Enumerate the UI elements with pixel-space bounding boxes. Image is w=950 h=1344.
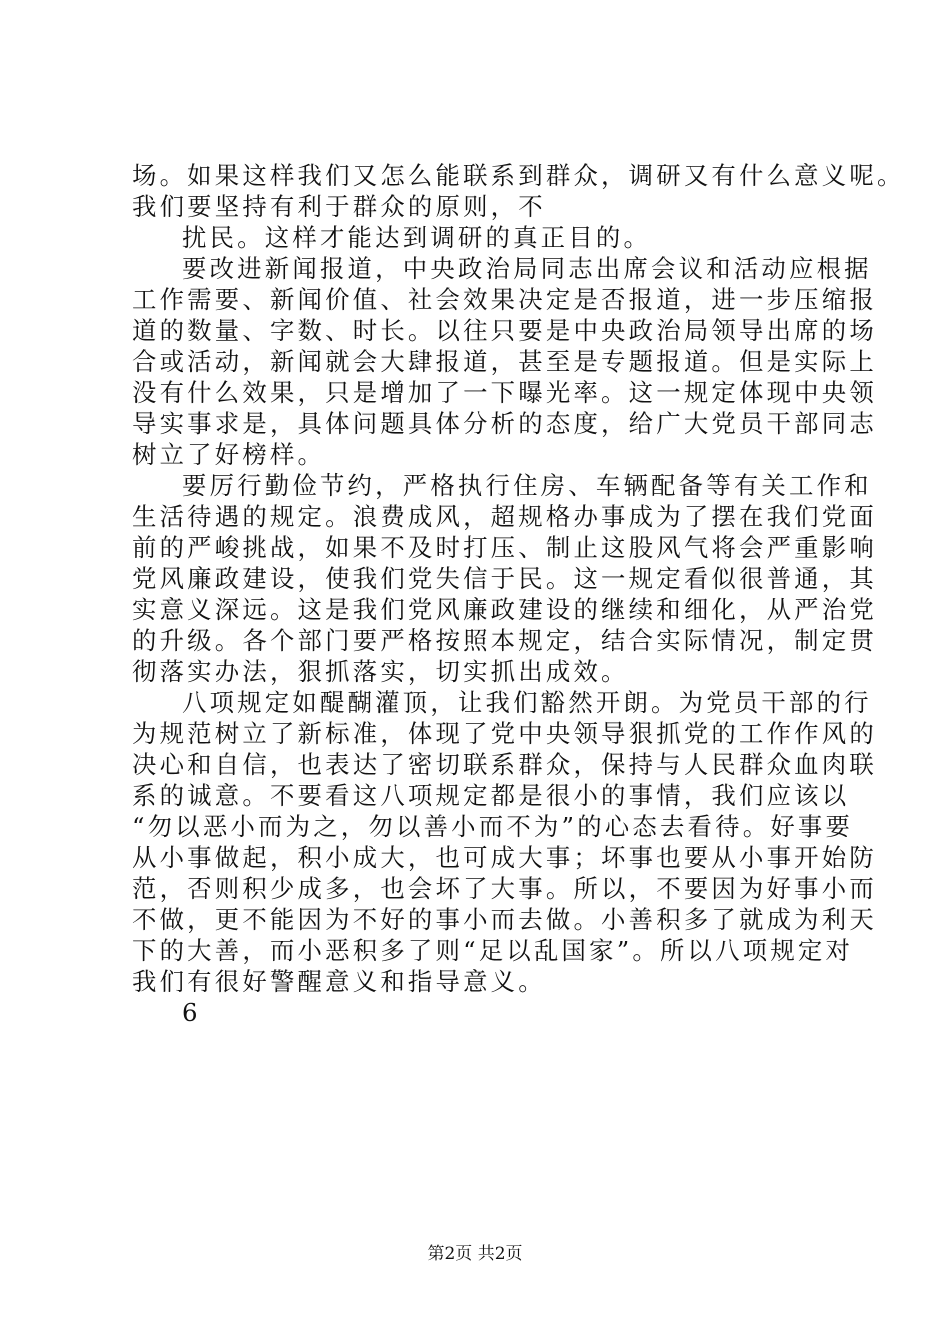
text-line: 不做，更不能因为不好的事小而去做。小善积多了就成为利天 (132, 905, 877, 934)
page-footer: 第2页 共2页 (427, 1244, 523, 1264)
text-line: 导实事求是，具体问题具体分析的态度，给广大党员干部同志 (132, 409, 877, 438)
text-line: 生活待遇的规定。浪费成风，超规格办事成为了摆在我们党面 (132, 502, 877, 531)
text-line: 我们有很好警醒意义和指导意义。 (132, 967, 546, 996)
paragraph-start: 要改进新闻报道，中央政治局同志出席会议和活动应根据 (182, 254, 872, 283)
text-line: 决心和自信，也表达了密切联系群众，保持与人民群众血肉联 (132, 750, 877, 779)
text-line: 没有什么效果，只是增加了一下曝光率。这一规定体现中央领 (132, 378, 877, 407)
trailing-number: 6 (182, 998, 201, 1027)
text-line: 彻落实办法，狠抓落实，切实抓出成效。 (132, 657, 629, 686)
text-line: 场。如果这样我们又怎么能联系到群众，调研又有什么意义呢。 (132, 161, 905, 190)
text-line: 范，否则积少成多，也会坏了大事。所以，不要因为好事小而 (132, 874, 877, 903)
text-line: “勿以恶小而为之，勿以善小而不为”的心态去看待。好事要 (132, 812, 854, 841)
text-line: 实意义深远。这是我们党风廉政建设的继续和细化，从严治党 (132, 595, 877, 624)
paragraph-start: 八项规定如醍醐灌顶，让我们豁然开朗。为党员干部的行 (182, 688, 872, 717)
paragraph-start: 要厉行勤俭节约，严格执行住房、车辆配备等有关工作和 (182, 471, 872, 500)
text-line: 为规范树立了新标准，体现了党中央领导狠抓党的工作作风的 (132, 719, 877, 748)
text-line: 的升级。各个部门要严格按照本规定，结合实际情况，制定贯 (132, 626, 877, 655)
document-body (132, 160, 905, 1028)
text-line: 党风廉政建设，使我们党失信于民。这一规定看似很普通，其 (132, 564, 877, 593)
text-line: 树立了好榜样。 (132, 440, 326, 469)
text-line: 工作需要、新闻价值、社会效果决定是否报道，进一步压缩报 (132, 285, 877, 314)
text-line: 下的大善，而小恶积多了则“足以乱国家”。所以八项规定对 (132, 936, 854, 965)
text-line: 道的数量、字数、时长。以往只要是中央政治局领导出席的场 (132, 316, 877, 345)
text-line: 合或活动，新闻就会大肆报道，甚至是专题报道。但是实际上 (132, 347, 877, 376)
text-line: 扰民。这样才能达到调研的真正目的。 (182, 223, 652, 252)
text-line: 我们要坚持有利于群众的原则，不 (132, 192, 546, 221)
text-line: 系的诚意。不要看这八项规定都是很小的事情，我们应该以 (132, 781, 850, 810)
text-line: 从小事做起，积小成大，也可成大事；坏事也要从小事开始防 (132, 843, 877, 872)
text-line: 前的严峻挑战，如果不及时打压、制止这股风气将会严重影响 (132, 533, 877, 562)
